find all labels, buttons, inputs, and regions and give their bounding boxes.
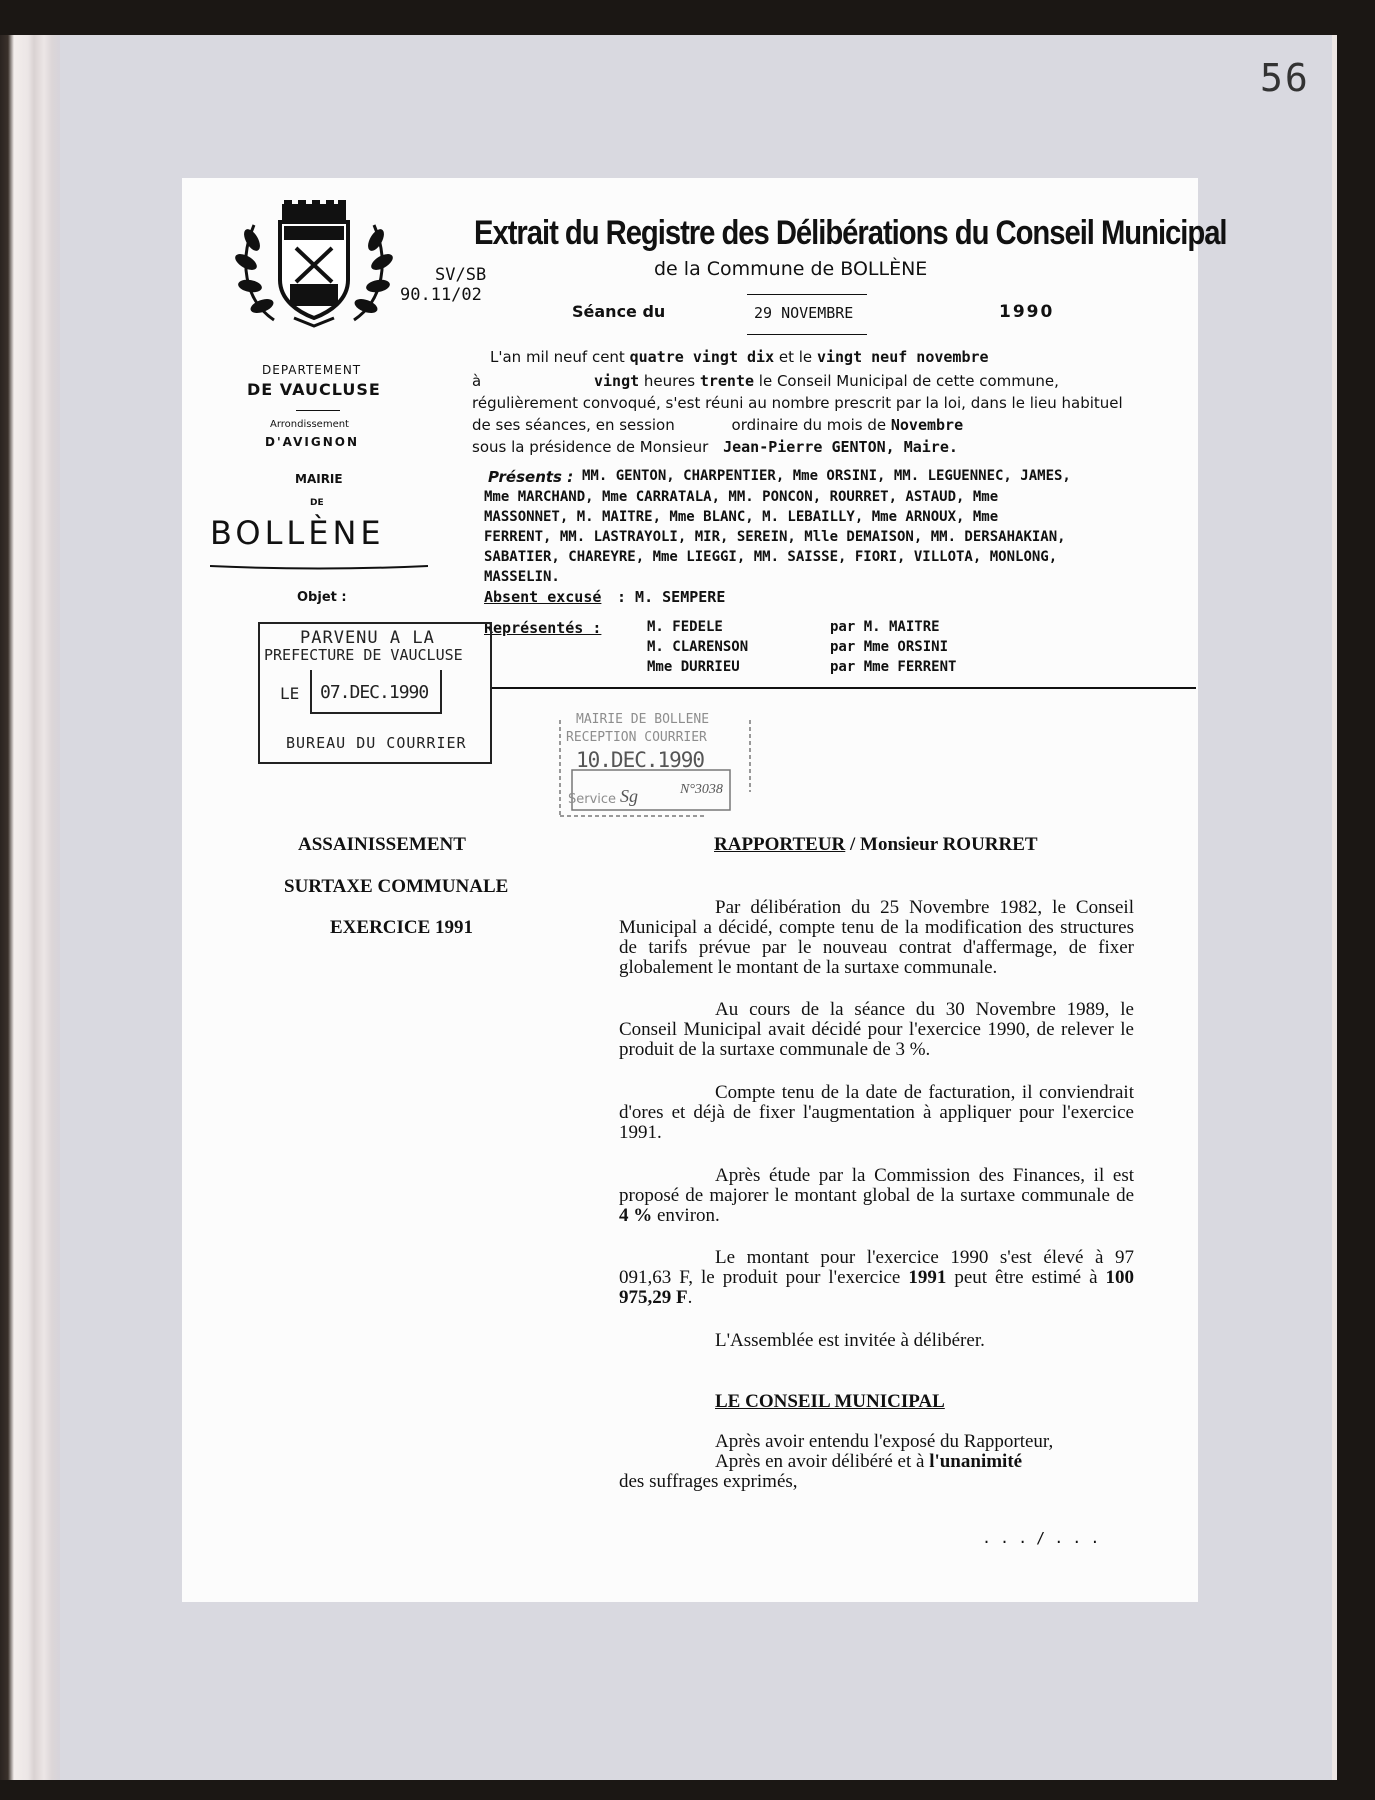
preamble-line-2: à vingt heures trente le Conseil Municipal de cette commune,	[472, 372, 1059, 390]
represented-by: par M. MAITRE	[830, 619, 940, 635]
conseil-heading: LE CONSEIL MUNICIPAL	[715, 1391, 945, 1412]
coat-of-arms-icon	[234, 200, 394, 330]
commune-name: BOLLÈNE	[210, 514, 385, 552]
reference-number: 90.11/02	[400, 285, 482, 305]
subject-line-3: EXERCICE 1991	[330, 917, 474, 938]
seance-label: Séance du	[572, 302, 666, 321]
presents-line: MM. GENTON, CHARPENTIER, Mme ORSINI, MM. LEGUENNEC, JAMES,	[582, 468, 1071, 484]
date-divider	[747, 334, 867, 335]
represented-by: par Mme FERRENT	[830, 659, 957, 675]
paragraph-3: Compte tenu de la date de facturation, il conviendrait d'ores et déjà de fixer l'augmentation à appliquer pour l'exercice 1991.	[619, 1082, 1134, 1143]
presents-line: MASSELIN.	[484, 569, 560, 585]
de-label: DE	[310, 498, 324, 508]
departement-label: DEPARTEMENT	[262, 363, 362, 377]
conseil-line-2: Après en avoir délibéré et à l'unanimité	[715, 1451, 1023, 1472]
commune-underline	[210, 558, 428, 566]
presents-line: SABATIER, CHAREYRE, Mme LIEGGI, MM. SAISSE, FIORI, VILLOTA, MONLONG,	[484, 549, 1058, 565]
presents-label: Présents :	[488, 468, 574, 486]
left-divider	[296, 410, 340, 411]
book-binding	[0, 35, 60, 1780]
continuation-mark: . . . / . . .	[982, 1529, 1100, 1547]
folio-number: 56	[1260, 56, 1310, 100]
paragraph-1: Par délibération du 25 Novembre 1982, le Conseil Municipal a décidé, compte tenu de la modification des structures de tarifs prévue par le nouveau contrat d'affermage, de fixer globalement le montant de la surtaxe communale.	[619, 897, 1134, 978]
arrondissement-label: Arrondissement	[270, 419, 349, 430]
deliberation-sheet	[182, 178, 1227, 1602]
paragraph-5: Le montant pour l'exercice 1990 s'est élevé à 97 091,63 F, le produit pour l'exercice 1991 peut être estimé à 100 975,29 F.	[619, 1247, 1134, 1308]
prefecture-stamp-bureau: BUREAU DU COURRIER	[286, 734, 467, 752]
preamble-line-5: sous la présidence de Monsieur Jean-Pierre GENTON, Maire.	[472, 438, 958, 456]
title-divider	[747, 294, 867, 295]
paragraph-6: L'Assemblée est invitée à délibérer.	[715, 1330, 985, 1351]
subject-line-2: SURTAXE COMMUNALE	[284, 876, 509, 897]
preamble-line-3: régulièrement convoqué, s'est réuni au nombre prescrit par la loi, dans le lieu habituel	[472, 394, 1123, 412]
presents-line: Mme MARCHAND, Mme CARRATALA, MM. PONCON, ROURRET, ASTAUD, Mme	[484, 489, 999, 505]
mairie-reception-stamp	[554, 712, 764, 822]
mairie-stamp-service-label: Service	[568, 792, 617, 807]
represented-name: M. CLARENSON	[647, 639, 749, 655]
prefecture-stamp-line2: PREFECTURE DE VAUCLUSE	[264, 646, 463, 664]
section-rule	[490, 687, 1196, 689]
objet-label: Objet :	[297, 590, 347, 605]
mairie-stamp-line2: RECEPTION COURRIER	[566, 730, 707, 745]
mairie-stamp-date: 10.DEC.1990	[576, 748, 705, 772]
departement-name: DE VAUCLUSE	[247, 380, 381, 399]
mairie-stamp-line1: MAIRIE DE BOLLENE	[576, 712, 710, 727]
document-title: Extrait du Registre des Délibérations du Conseil Municipal	[474, 214, 1227, 252]
subject-line-1: ASSAINISSEMENT	[298, 834, 466, 855]
absent-value: : M. SEMPERE	[617, 588, 726, 606]
represented-by: par Mme ORSINI	[830, 639, 949, 655]
rapporteur-heading: RAPPORTEUR / Monsieur ROURRET	[714, 834, 1038, 855]
mairie-stamp-service: Sg	[620, 786, 638, 806]
represented-name: M. FEDELE	[647, 619, 723, 635]
prefecture-stamp-date: 07.DEC.1990	[320, 682, 429, 703]
paragraph-4: Après étude par la Commission des Finances, il est proposé de majorer le montant global de la surtaxe communale de 4 % environ.	[619, 1165, 1134, 1226]
prefecture-stamp-line1: PARVENU A LA	[300, 628, 435, 648]
represented-label: Représentés :	[484, 619, 602, 637]
arrondissement-name: D'AVIGNON	[265, 435, 359, 449]
preamble-line-4: de ses séances, en session ordinaire du mois de Novembre	[472, 416, 964, 434]
reference-initials: SV/SB	[435, 265, 487, 285]
prefecture-stamp	[258, 622, 492, 764]
document-subtitle: de la Commune de BOLLÈNE	[654, 258, 928, 280]
paragraph-2: Au cours de la séance du 30 Novembre 1989, le Conseil Municipal avait décidé pour l'exercice 1990, de relever le produit de la surtaxe communale de 3 %.	[619, 999, 1134, 1060]
seance-date: 29 NOVEMBRE	[754, 304, 854, 322]
mairie-label: MAIRIE	[295, 472, 343, 486]
presents-line: FERRENT, MM. LASTRAYOLI, MIR, SEREIN, Mlle DEMAISON, MM. DERSAHAKIAN,	[484, 529, 1066, 545]
presents-line: MASSONNET, M. MAITRE, Mme BLANC, M. LEBAILLY, Mme ARNOUX, Mme	[484, 509, 999, 525]
represented-name: Mme DURRIEU	[647, 659, 740, 675]
preamble-line-1: L'an mil neuf cent quatre vingt dix et le vingt neuf novembre	[490, 348, 989, 366]
conseil-line-3: des suffrages exprimés,	[619, 1471, 798, 1492]
conseil-line-1: Après avoir entendu l'exposé du Rapporteur,	[715, 1431, 1054, 1452]
seance-year: 1990	[999, 302, 1055, 322]
prefecture-stamp-le: LE	[280, 684, 300, 703]
mairie-stamp-number: N°3038	[680, 782, 723, 797]
absent-label: Absent excusé	[484, 588, 602, 606]
